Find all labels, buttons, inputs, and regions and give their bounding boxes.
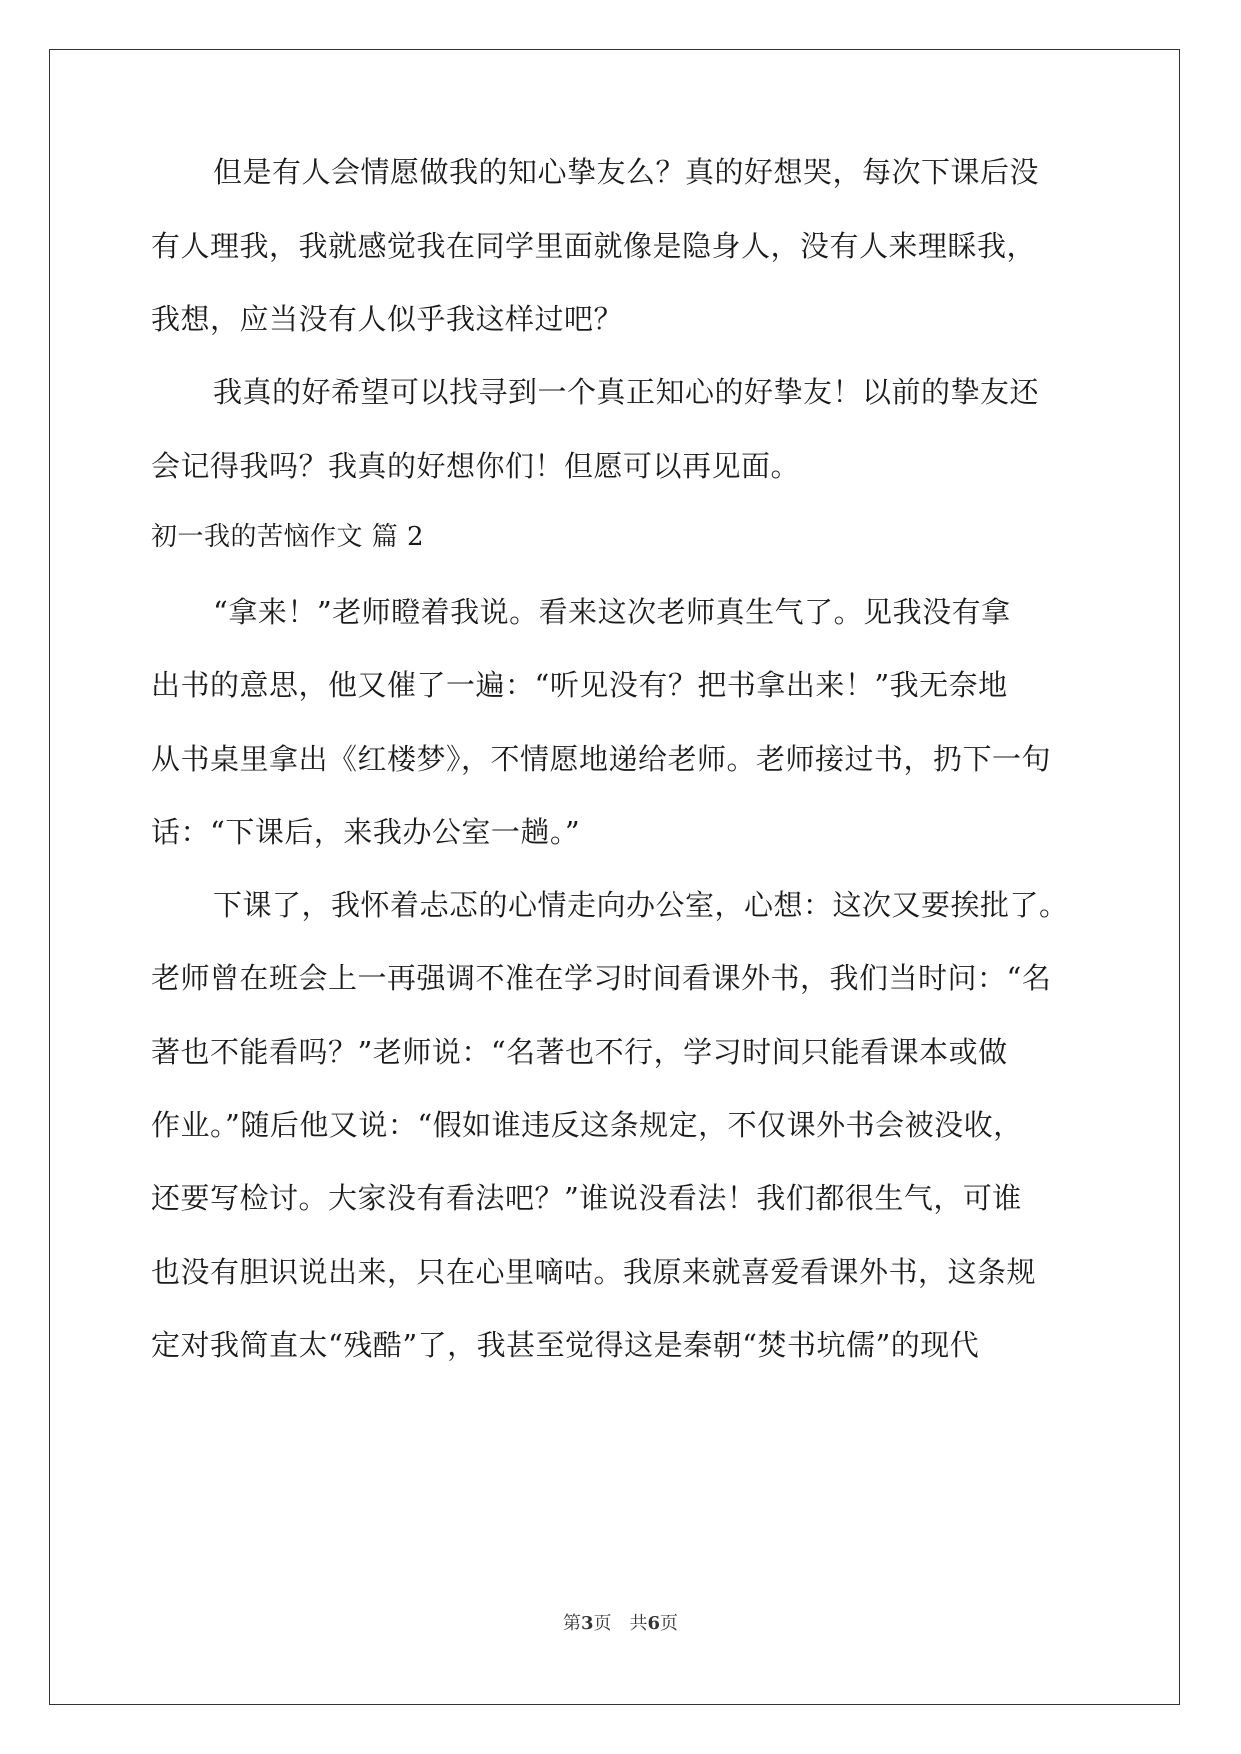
paragraph-line: 还要写检讨。大家没有看法吧？”谁说没看法！我们都很生气，可谁 (151, 1181, 1022, 1215)
total-prefix: 共 (629, 1613, 648, 1634)
paragraph-line: 老师曾在班会上一再强调不准在学习时间看课外书，我们当时问：“名 (151, 961, 1052, 995)
paragraph-line: 也没有胆识说出来，只在心里嘀咕。我原来就喜爱看课外书，这条规 (151, 1255, 1037, 1289)
paragraph-line: 从书桌里拿出《红楼梦》，不情愿地递给老师。老师接过书，扔下一句 (151, 742, 1052, 776)
paragraph-line: 有人理我，我就感觉我在同学里面就像是隐身人，没有人来理睬我， (151, 229, 1037, 263)
section-heading: 初一我的苦恼作文 篇 2 (151, 522, 425, 552)
page-unit: 页 (593, 1613, 612, 1634)
paragraph-line: 出书的意思，他又催了一遍：“听见没有？把书拿出来！”我无奈地 (151, 668, 1008, 702)
paragraph-line: 定对我简直太“残酷”了，我甚至觉得这是秦朝“焚书坑儒”的现代 (151, 1328, 980, 1362)
page-footer (0, 1615, 1241, 1633)
page-current: 3 (580, 1613, 594, 1634)
paragraph-line: “拿来！”老师瞪着我说。看来这次老师真生气了。见我没有拿 (213, 595, 1011, 629)
total-unit: 页 (660, 1613, 679, 1634)
page-prefix: 第 (562, 1613, 581, 1634)
paragraph-line: 作业。”随后他又说：“假如谁违反这条规定，不仅课外书会被没收， (151, 1108, 1023, 1142)
paragraph-line: 下课了，我怀着忐忑的心情走向办公室，心想：这次又要挨批了。 (213, 888, 1069, 922)
paragraph-line: 我想，应当没有人似乎我这样过吧？ (151, 302, 624, 336)
page-total: 6 (647, 1613, 661, 1634)
page-border (49, 49, 1180, 1705)
paragraph-line: 我真的好希望可以找寻到一个真正知心的好挚友！以前的挚友还 (213, 375, 1040, 409)
paragraph-line: 会记得我吗？我真的好想你们！但愿可以再见面。 (151, 449, 801, 483)
paragraph-line: 话：“下课后，来我办公室一趟。” (151, 815, 581, 849)
paragraph-line: 但是有人会情愿做我的知心挚友么？真的好想哭，每次下课后没 (213, 155, 1040, 189)
paragraph-line: 著也不能看吗？”老师说：“名著也不行，学习时间只能看课本或做 (151, 1035, 1008, 1069)
